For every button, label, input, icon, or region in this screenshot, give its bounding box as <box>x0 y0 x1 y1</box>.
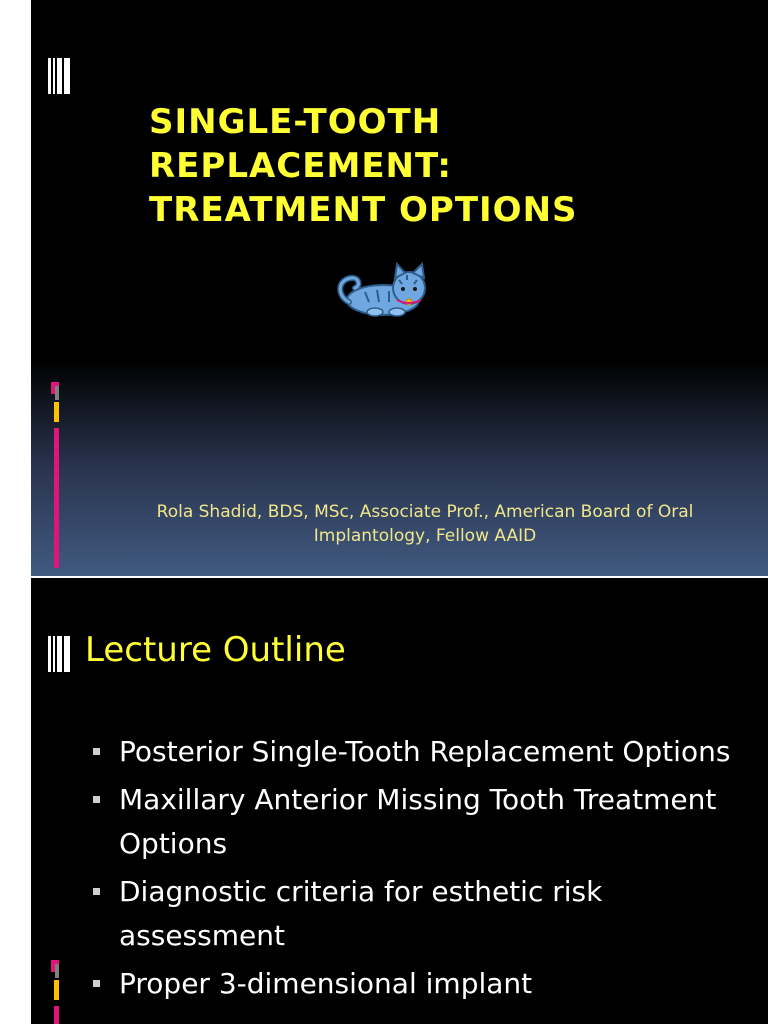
title-line-3: TREATMENT OPTIONS <box>149 190 578 230</box>
list-item <box>93 730 733 774</box>
bullet-icon <box>93 980 100 987</box>
author-credit: Rola Shadid, BDS, MSc, Associate Prof., American Board of Oral Implantology, Fellow AAID <box>156 502 694 546</box>
slide-corner-bars <box>48 58 70 94</box>
slide-1 <box>31 0 768 576</box>
slide-2 <box>31 578 768 1024</box>
slide-title: Lecture Outline <box>85 630 346 670</box>
accent-stripe-gray <box>55 386 59 400</box>
slide-title <box>149 100 749 232</box>
list-item-text: Maxillary Anterior Missing Tooth Treatment Options <box>119 783 717 860</box>
bullet-icon <box>93 796 100 803</box>
accent-stripe-yellow <box>54 980 59 1000</box>
bullet-icon <box>93 888 100 895</box>
bullet-icon <box>93 748 100 755</box>
list-item-text: Proper 3-dimensional implant <box>119 967 533 1000</box>
accent-stripe-magenta-long <box>54 1006 59 1024</box>
slide-corner-bars <box>48 636 70 672</box>
list-item-text: Posterior Single-Tooth Replacement Options <box>119 735 731 768</box>
cat-icon <box>335 262 437 318</box>
title-line-1: SINGLE-TOOTH <box>149 102 442 142</box>
list-item <box>93 962 733 1006</box>
list-item <box>93 778 733 866</box>
list-item-text: Diagnostic criteria for esthetic risk assessment <box>119 875 603 952</box>
accent-stripe-gray <box>55 964 59 978</box>
outline-list <box>93 730 733 1010</box>
accent-stripe-yellow <box>54 402 59 422</box>
list-item <box>93 870 733 958</box>
title-line-2: REPLACEMENT: <box>149 146 452 186</box>
accent-stripe-magenta-long <box>54 428 59 568</box>
